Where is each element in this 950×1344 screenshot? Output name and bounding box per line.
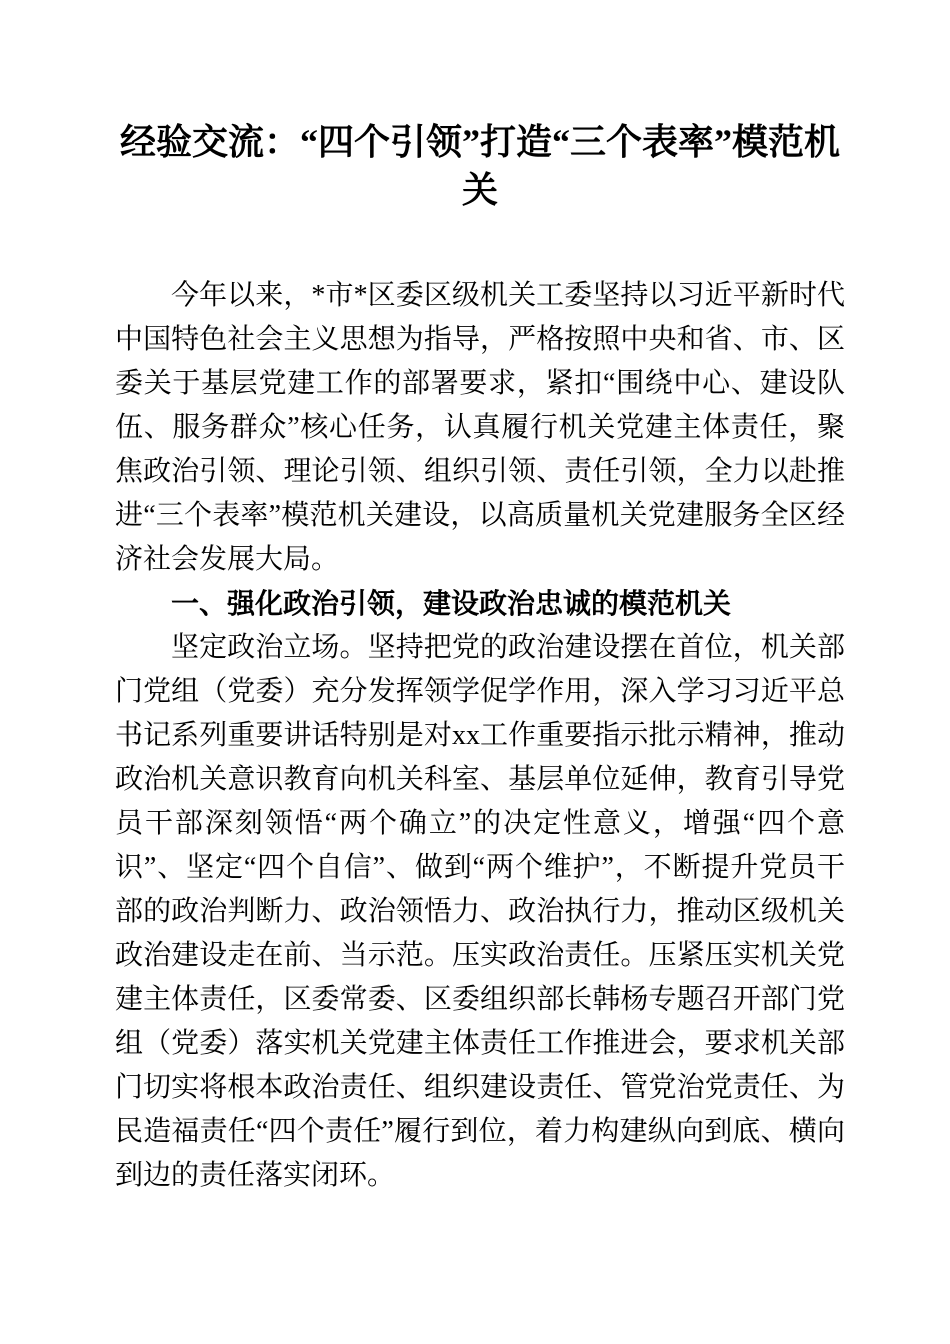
paragraph-section-1-body: 坚定政治立场。坚持把党的政治建设摆在首位，机关部门党组（党委）充分发挥领学促学作用，深入学习习近平总书记系列重要讲话特别是对xx工作重要指示批示精神，推动政治机关意识教育向机关科室、基层单位延伸，教育引导党员干部深刻领悟“两个确立”的决定性意义，增强“四个意识”、坚定“四个自信”、做到“两个维护”，不断提升党员干部的政治判断力、政治领悟力、政治执行力，推动区级机关政治建设走在前、当示范。压实政治责任。压紧压实机关党建主体责任，区委常委、区委组织部长韩杨专题召开部门党组（党委）落实机关党建主体责任工作推进会，要求机关部门切实将根本政治责任、组织建设责任、管党治党责任、为民造福责任“四个责任”履行到位，着力构建纵向到底、横向到边的责任落实闭环。 [115,632,845,1191]
section-heading-1: 一、强化政治引领，建设政治忠诚的模范机关 [171,588,732,619]
paragraph-intro: 今年以来，*市*区委区级机关工委坚持以习近平新时代中国特色社会主义思想为指导，严格按照中央和省、市、区委关于基层党建工作的部署要求，紧扣“围绕中心、建设队伍、服务群众”核心任务，认真履行机关党建主体责任，聚焦政治引领、理论引领、组织引领、责任引领，全力以赴推进“三个表率”模范机关建设，以高质量机关党建服务全区经济社会发展大局。 [115,280,845,575]
document-title: 经验交流：“四个引领”打造“三个表率”模范机关 [119,122,840,210]
